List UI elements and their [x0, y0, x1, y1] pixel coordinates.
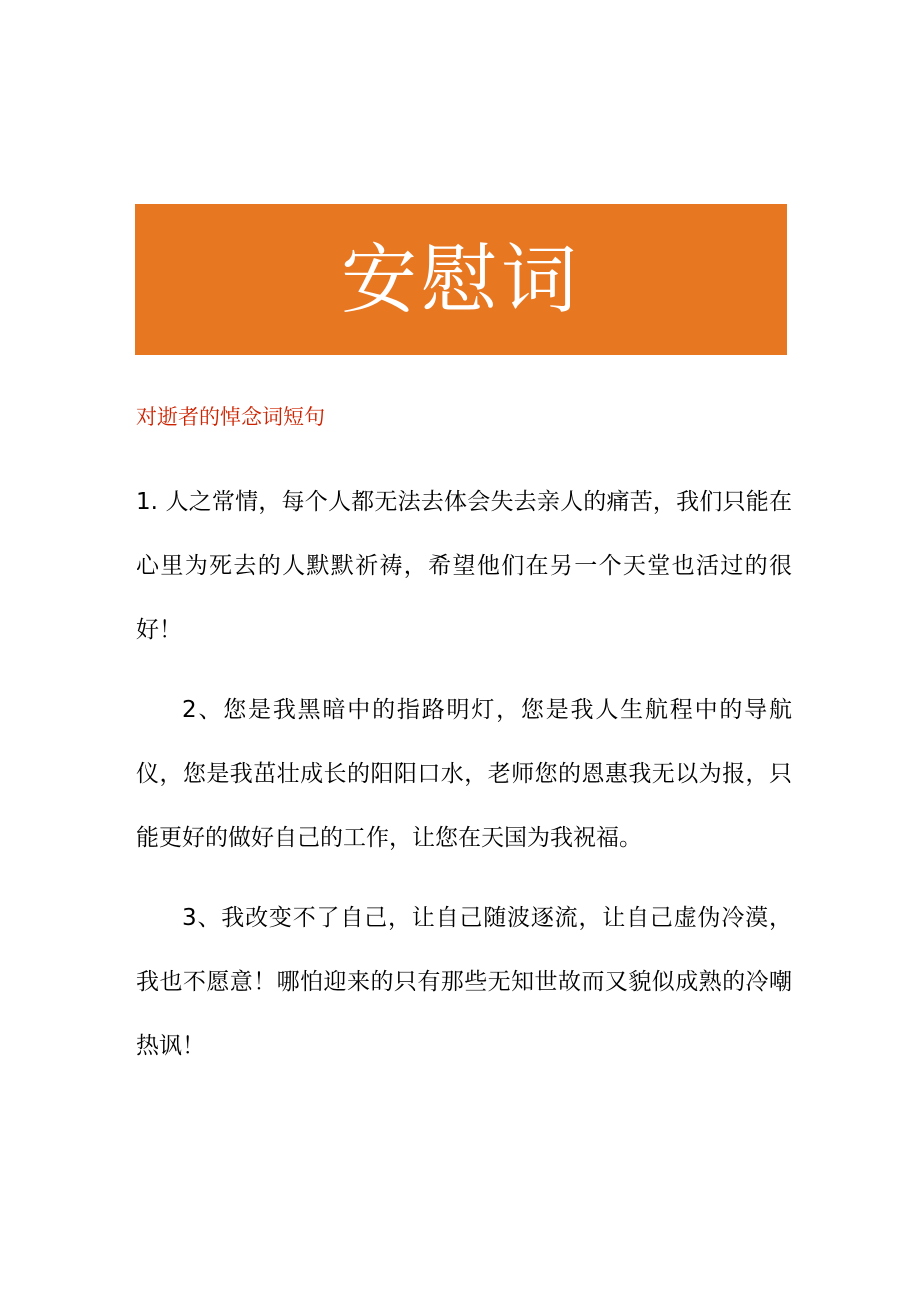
page-title: 安慰词	[341, 234, 581, 324]
document-body	[136, 470, 792, 1078]
paragraph-1: 1. 人之常情，每个人都无法去体会失去亲人的痛苦，我们只能在心里为死去的人默默祈祷，希望他们在另一个天堂也活过的很好！	[136, 489, 792, 643]
paragraph-2: 2、您是我黑暗中的指路明灯，您是我人生航程中的导航仪，您是我茁壮成长的阳阳口水，老师您的恩惠我无以为报，只能更好的做好自己的工作，让您在天国为我祝福。	[136, 697, 792, 851]
section-subtitle: 对逝者的悼念词短句	[136, 405, 325, 429]
paragraph-3: 3、我改变不了自己，让自己随波逐流，让自己虚伪冷漠，我也不愿意！哪怕迎来的只有那些无知世故而又貌似成熟的冷嘲热讽！	[136, 905, 792, 1059]
title-banner	[135, 204, 787, 355]
